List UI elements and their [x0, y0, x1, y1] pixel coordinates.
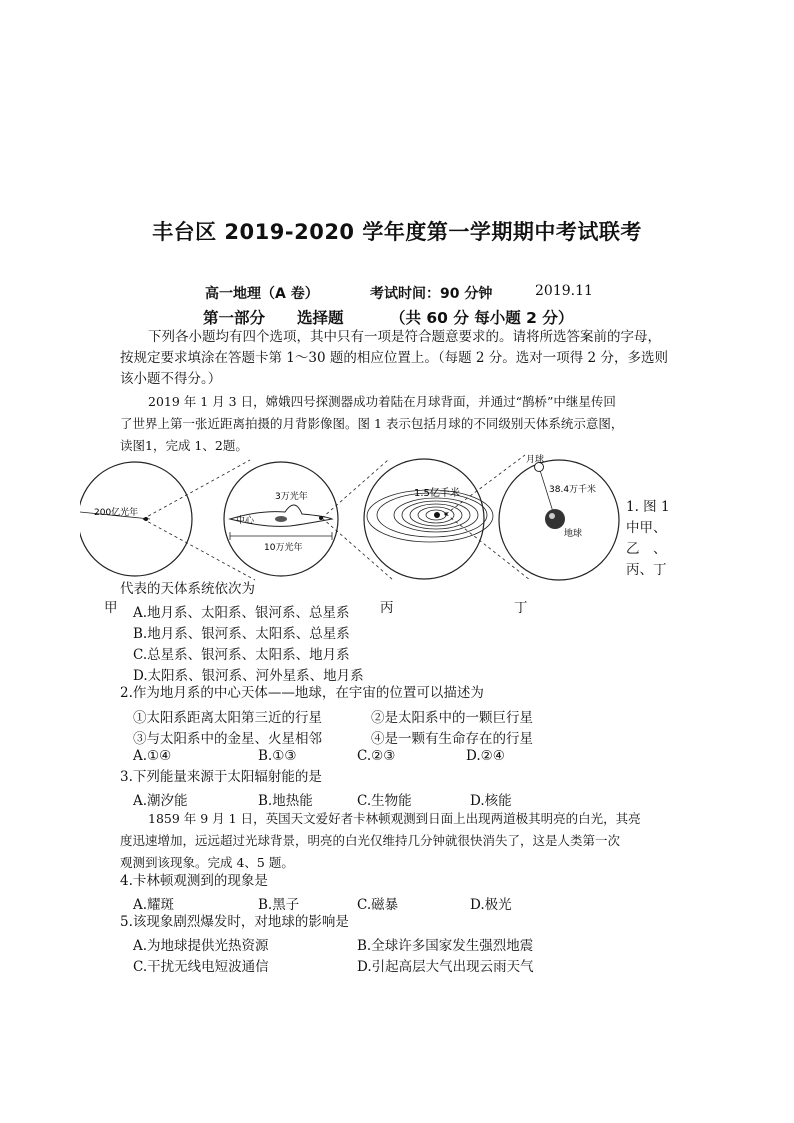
q4-option-b: B.黑子 — [258, 897, 300, 913]
q2-item-2: ②是太阳系中的一颗巨行星 — [371, 710, 533, 726]
label-ding: 丁 — [514, 600, 528, 616]
intro2-line-3: 观测到该现象。完成 4、5 题。 — [120, 855, 294, 870]
q1-side-2: 中甲、 — [626, 520, 667, 536]
q1-side-1: 1. 图 1 — [626, 499, 670, 515]
part-type: 选择题 — [297, 309, 344, 327]
q1-stem: 代表的天体系统依次为 — [120, 581, 255, 597]
q3-stem: 3.下列能量来源于太阳辐射能的是 — [120, 769, 322, 785]
exam-date: 2019.11 — [535, 283, 593, 299]
q4-option-c: C.磁暴 — [357, 897, 399, 913]
label-center: 中心 — [236, 516, 255, 526]
q1-option-a: A.地月系、太阳系、银河系、总星系 — [133, 605, 350, 621]
label-10wan: 10万光年 — [264, 543, 303, 553]
q1-side-4: 丙、丁 — [626, 562, 667, 578]
galaxy-core — [275, 516, 287, 522]
label-moon: 月球 — [526, 455, 545, 465]
solar-system-dot — [319, 516, 323, 520]
q4-stem: 4.卡林顿观测到的现象是 — [120, 873, 268, 889]
label-15yi: 1.5亿千米 — [414, 488, 460, 499]
q4-option-d: D.极光 — [470, 897, 512, 913]
q5-stem: 5.该现象剧烈爆发时，对地球的影响是 — [120, 914, 349, 930]
label-3wan: 3万光年 — [275, 492, 308, 502]
q1-option-b: B.地月系、银河系、太阳系、总星系 — [133, 626, 350, 642]
intro2-line-1: 1859 年 9 月 1 日，英国天文爱好者卡林顿观测到日面上出现两道极其明亮的白光，其亮 — [148, 811, 641, 826]
q2-item-3: ③与太阳系中的金星、火星相邻 — [133, 731, 322, 747]
label-384: 38.4万千米 — [549, 485, 597, 495]
q4-option-a: A.耀斑 — [133, 897, 175, 913]
q2-option-a: A.①④ — [133, 748, 172, 764]
part-name: 第一部分 — [203, 309, 266, 327]
q2-stem: 2.作为地月系的中心天体——地球，在宇宙的位置可以描述为 — [120, 685, 484, 701]
q3-option-b: B.地热能 — [258, 793, 313, 809]
q2-item-1: ①太阳系距离太阳第三近的行星 — [133, 710, 322, 726]
label-earth: 地球 — [564, 529, 583, 539]
page-title: 丰台区 2019-2020 学年度第一学期期中考试联考 — [152, 220, 642, 244]
q5-option-c: C.干扰无线电短波通信 — [133, 959, 269, 975]
intro-line-2: 了世界上第一张近距离拍摄的月背影像图。图 1 表示包括月球的不同级别天体系统示意图， — [120, 416, 624, 431]
q3-option-a: A.潮汐能 — [133, 793, 188, 809]
q2-option-d: D.②④ — [466, 748, 505, 764]
intro2-line-2: 度迅速增加，远远超过光球背景，明亮的白光仅维持几分钟就很快消失了，这是人类第一次 — [120, 833, 621, 848]
sun-dot — [434, 512, 440, 518]
q2-item-4: ④是一颗有生命存在的行星 — [371, 731, 533, 747]
circle-bing — [364, 459, 484, 579]
q5-option-d: D.引起高层大气出现云雨天气 — [357, 959, 534, 975]
label-jia: 甲 — [104, 600, 118, 616]
label-200: 200亿光年 — [94, 508, 139, 518]
part-score: （共 60 分 每小题 2 分） — [390, 309, 574, 327]
q1-option-c: C.总星系、银河系、太阳系、地月系 — [133, 647, 350, 663]
q1-option-d: D.太阳系、银河系、河外星系、地月系 — [133, 668, 364, 684]
q2-option-b: B.①③ — [258, 748, 297, 764]
instructions-line-3: 该小题不得分。） — [120, 371, 222, 387]
origin-dot — [144, 517, 148, 521]
q1-side-3: 乙 、 — [626, 541, 667, 557]
figure-1-diagram — [80, 452, 620, 597]
q2-option-c: C.②③ — [357, 748, 396, 764]
subject-label: 高一地理（A 卷） — [205, 286, 319, 302]
q5-option-a: A.为地球提供光热资源 — [133, 938, 269, 954]
label-bing: 丙 — [380, 600, 394, 616]
earth-orbit-dot — [444, 512, 447, 515]
q5-option-b: B.全球许多国家发生强烈地震 — [357, 938, 534, 954]
q3-option-d: D.核能 — [470, 793, 512, 809]
earth-body — [545, 509, 565, 529]
instructions-line-1: 下列各小题均有四个选项，其中只有一项是符合题意要求的。请将所选答案前的字母， — [148, 329, 661, 345]
intro-line-3: 读图1，完成 1、2题。 — [120, 438, 248, 453]
q3-option-c: C.生物能 — [357, 793, 412, 809]
circle-jia — [80, 462, 192, 576]
intro-line-1: 2019 年 1 月 3 日，嫦娥四号探测器成功着陆在月球背面，并通过“鹊桥”中继星传回 — [148, 394, 616, 409]
instructions-line-2: 按规定要求填涂在答题卡第 1～30 题的相应位置上。（每题 2 分。选对一项得 2 分，多选则 — [120, 350, 668, 366]
exam-time: 考试时间：90 分钟 — [370, 286, 493, 302]
